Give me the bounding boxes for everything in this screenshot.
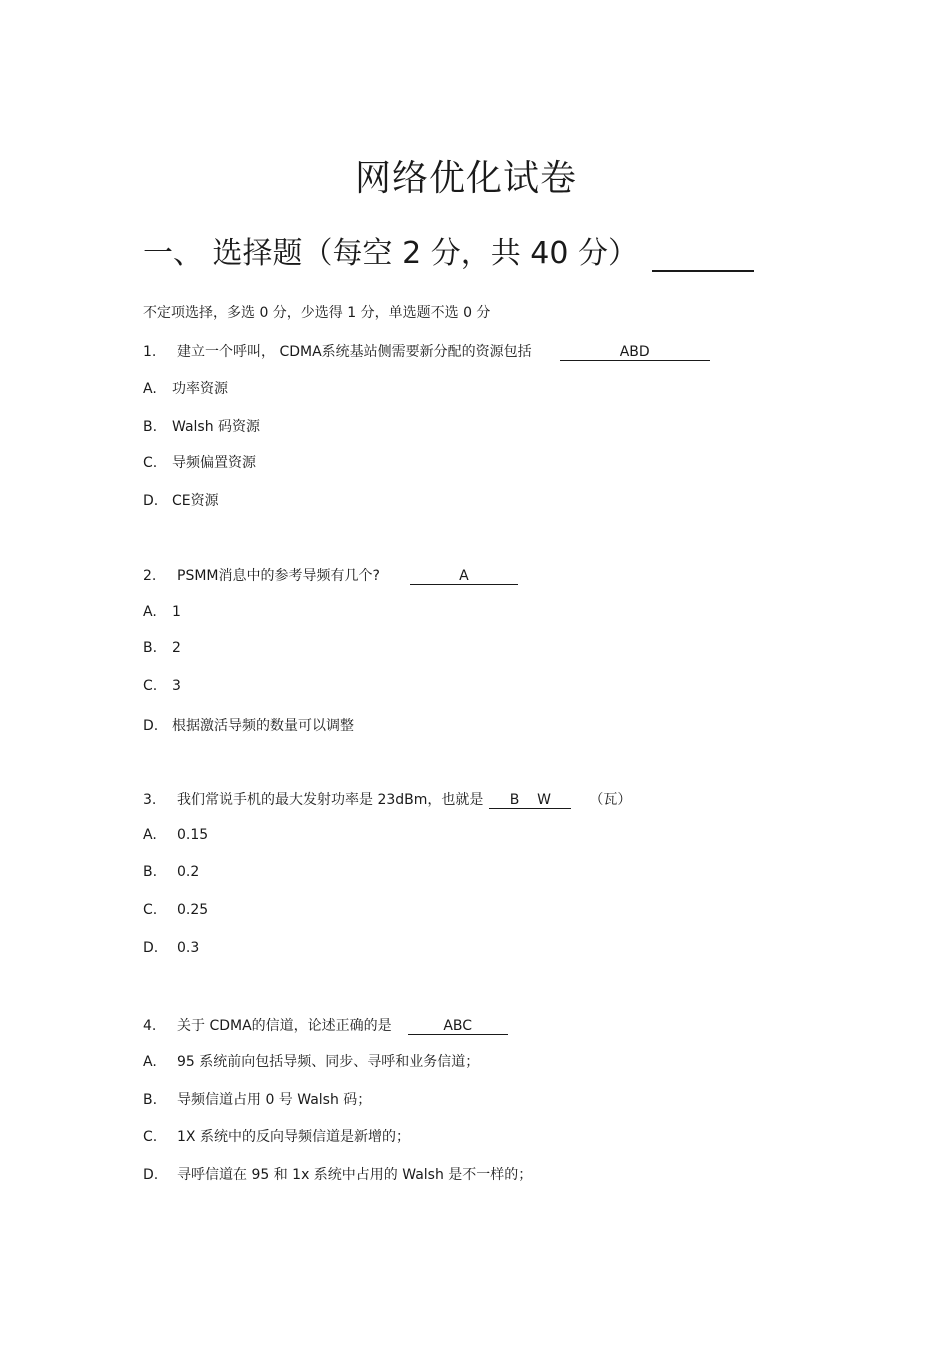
option-3d (143, 940, 199, 956)
option-4d (143, 1164, 532, 1184)
option-1c (143, 452, 256, 472)
question-number: 4. (143, 1018, 157, 1034)
answer-blank: A (410, 569, 518, 585)
option-3a (143, 827, 208, 843)
option-1d (143, 490, 219, 510)
option-label: B. (143, 640, 158, 656)
section-heading-text: 一、 选择题（每空 2 分，共 40 分） (143, 236, 638, 271)
option-label: D. (143, 1167, 159, 1183)
option-label: B. (143, 1092, 158, 1108)
unit-suffix: （瓦） (589, 792, 632, 808)
answer-blank: ABC (408, 1019, 508, 1035)
question-3 (143, 789, 631, 809)
option-text: 95 系统前向包括导频、同步、寻呼和业务信道； (177, 1054, 480, 1070)
option-2a (143, 604, 181, 620)
answer-blank: B W (489, 793, 571, 809)
option-2b (143, 640, 181, 656)
question-2 (143, 565, 518, 585)
option-label: C. (143, 902, 158, 918)
option-text: 0.3 (177, 940, 200, 956)
option-1a (143, 378, 228, 398)
option-4b (143, 1089, 371, 1109)
option-label: D. (143, 493, 159, 509)
option-text: 0.15 (177, 827, 209, 843)
option-text: 1X 系统中的反向导频信道是新增的； (177, 1129, 410, 1145)
question-number: 2. (143, 568, 157, 584)
option-label: B. (143, 419, 158, 435)
option-text: 功率资源 (172, 381, 228, 397)
option-text: 1 (172, 604, 181, 620)
option-text: 0.2 (177, 864, 200, 880)
option-label: A. (143, 604, 157, 620)
option-text: 2 (172, 640, 181, 656)
option-label: A. (143, 381, 157, 397)
question-number: 1. (143, 344, 157, 360)
score-blank (652, 238, 754, 272)
option-label: A. (143, 1054, 157, 1070)
option-text: 导频偏置资源 (172, 455, 256, 471)
option-2c (143, 678, 181, 694)
option-label: B. (143, 864, 158, 880)
option-text: 导频信道占用 0 号 Walsh 码； (177, 1092, 372, 1108)
question-text: 建立一个呼叫， CDMA系统基站侧需要新分配的资源包括 (177, 344, 532, 360)
option-label: D. (143, 940, 159, 956)
question-text: PSMM消息中的参考导频有几个? (177, 568, 380, 584)
section-heading (143, 228, 754, 272)
option-text: 0.25 (177, 902, 209, 918)
option-2d (143, 715, 354, 735)
option-4a (143, 1051, 479, 1071)
option-3c (143, 902, 208, 918)
option-3b (143, 864, 199, 880)
option-text: Walsh 码资源 (172, 419, 261, 435)
option-label: D. (143, 718, 159, 734)
option-4c (143, 1126, 410, 1146)
option-1b (143, 416, 260, 436)
page-title: 网络优化试卷 (354, 158, 577, 199)
answer-blank: ABD (560, 345, 710, 361)
option-label: C. (143, 1129, 158, 1145)
option-text: 3 (172, 678, 181, 694)
option-text: CE资源 (172, 493, 219, 509)
option-label: C. (143, 678, 158, 694)
question-4 (143, 1015, 508, 1035)
instructions: 不定项选择，多选 0 分，少选得 1 分，单选题不选 0 分 (143, 305, 491, 321)
option-text: 寻呼信道在 95 和 1x 系统中占用的 Walsh 是不一样的； (177, 1167, 533, 1183)
question-text: 我们常说手机的最大发射功率是 23dBm，也就是 (177, 792, 484, 808)
option-label: A. (143, 827, 157, 843)
question-number: 3. (143, 792, 157, 808)
question-text: 关于 CDMA的信道，论述正确的是 (177, 1018, 392, 1034)
option-label: C. (143, 455, 158, 471)
option-text: 根据激活导频的数量可以调整 (172, 718, 354, 734)
question-1 (143, 341, 710, 361)
